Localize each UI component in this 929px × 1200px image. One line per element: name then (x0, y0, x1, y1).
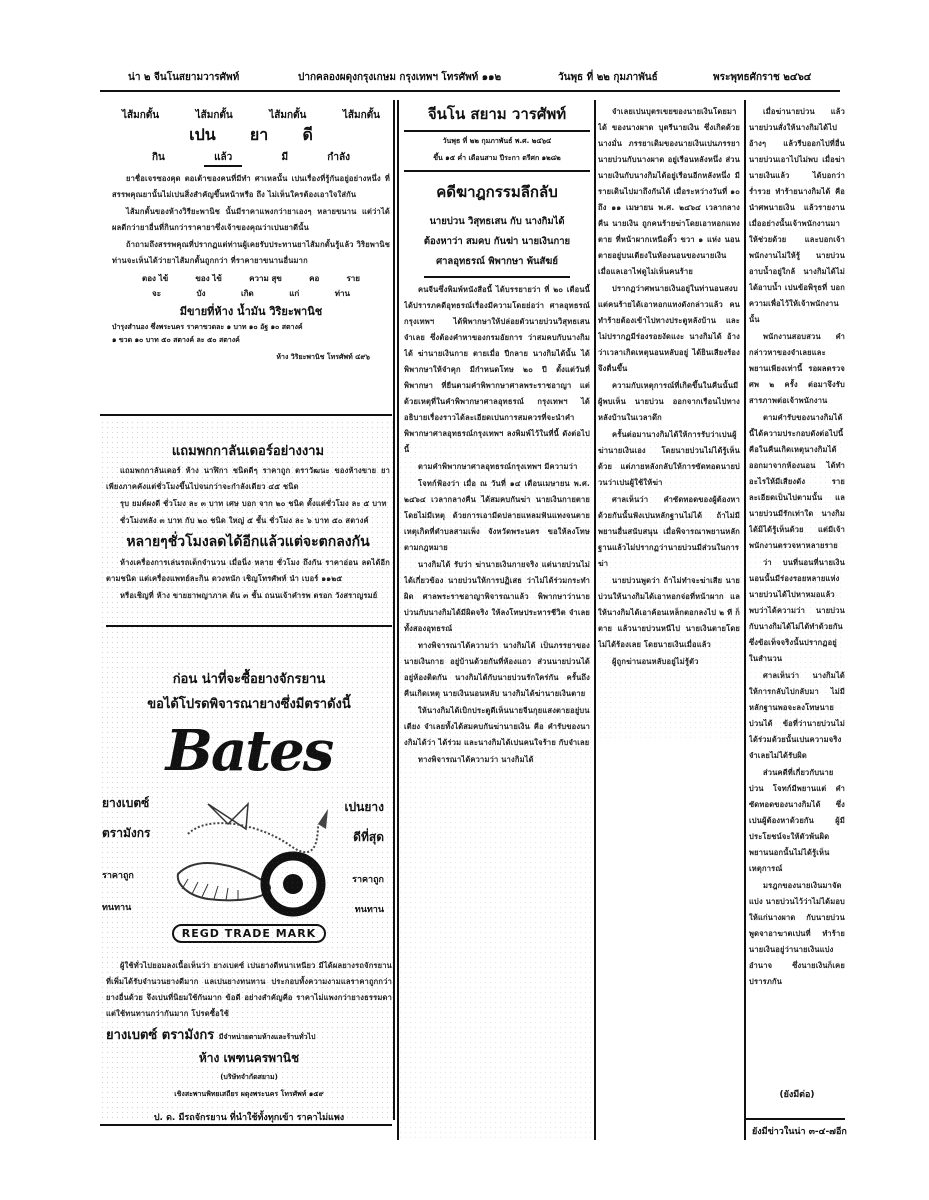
symptom: ของ ไข้ (195, 274, 222, 283)
clock-headline-2: หลายๆชั่วโมงลดได้อีกแล้วแต่จะตกลงกัน (126, 534, 370, 550)
headline-word: เปน (189, 125, 216, 144)
headline-word: ดี (302, 125, 313, 144)
paragraph: ยาชื่อเจรซองคุด ตอเต้าของคนที่มีทำ ศาเหลนั้น เปนเรื่องที่รู้กันอยู่อย่างหนึ่ง ที่สรรพคุณยานั้นไม่เปนสิ่งสำคัญขึ้นหน้าหรือ ถึง ไม่เห็นใครต้องเอาใจใส่กัน (112, 174, 390, 199)
subtitle-rule (424, 276, 570, 278)
page-label: น่า ๒ จีนโนสยามวารศัพท์ (128, 72, 240, 83)
paragraph: พนักงานสอบสวน คำกล่าวหาของจำเลยและพยานเพียงเท่านี้ รอผลตรวจศพ ๒ ครั้ง ต่อมาจึงรับสารภาพต่อเจ้าพนักงาน (749, 332, 845, 405)
header-rule (100, 90, 840, 92)
column-divider (594, 100, 596, 1140)
paragraph: ไส้มกตั้นของห้างวิรียะพานิช นั้นมีราคาแพงกว่ายาเองๆ หลายขนาน แต่ว่าได้ผลดีกว่ายาอื่นที่กินกว่าราคายาซึ่งเจ้าของคุณว่าเปนยาดีนั้น (112, 207, 390, 232)
article-col-1 (404, 282, 590, 1108)
subtitle-line: ต้องหาว่า สมคบ กันฆ่า นายเงินกาย (423, 236, 571, 247)
paragraph: ศาลเห็นว่า คำซัดทอดของผู้ต้องหาด้วยกันนั้นฟังเปนหลักฐานไม่ได้ ถ้าไม่มีพยานอื่นสนับสนุน เมื่อพิจารณาพยานหลักฐานแล้วไม่ปรากฏว่านายบ่วนมีส่วนในการฆ่า (598, 495, 740, 568)
masthead-rule (404, 170, 590, 172)
paragraph: ว่า บนที่นอนที่นายเงินนอนนั้นมีร่องรอยหลายแห่ง นายบ่วนได้ไปหาหมอแล้ว พบว่าได้ความว่า นายบ่วนกับนางกิมได้ไม่ได้ทำด้วยกัน ซึ่งข้อเท็จจริงนั้นปรากฏอยู่ในสำนวน (749, 558, 845, 663)
symptom: ราย (346, 274, 360, 283)
column-divider (397, 100, 399, 1140)
bates-logo-text: Bates (165, 718, 333, 784)
paragraph: นางกิมได้ รับว่า ฆ่านายเงินกายจริง แต่นายบ่วนไม่ได้เกี่ยวข้อง นายบ่วนให้การปฏิเสธ ว่าไม่ได้ร่วมกระทำผิด ศาลพระราชอาญาพิจารณาแล้ว พิพากษาว่านายบ่วนกับนางกิมได้มีผิดจริง ให้ลงโทษประหารชีวิต จำเลยทั้งสองอุทธรณ์ (404, 560, 590, 633)
paragraph: หรือเชิญที่ ห้าง ขายยาพญาภาค ต้น ๓ ชั้น ถนนเจ้าคำรพ ตรอก วังสราญรมย์ (120, 591, 378, 600)
subtitle-line: ศาลอุทธรณ์ พิพากษา พ้นสัฆย์ (436, 256, 558, 267)
subheadline-word: แล้ว (204, 150, 242, 167)
symptom: เกิด (240, 289, 254, 298)
paragraph: ตามคำพิพากษาศาลอุทธรณ์กรุงเทพฯ มีความว่า (418, 462, 578, 471)
paragraph: จำเลยเปนบุตรเขยของนายเงินโดยมาได้ ของนางผาด บุตรีนายเงิน ซึ่งเกิดด้วยนางมั่น ภรรยาเดิมของนายเงินเปนภรรยา นายบ่วนกับนางผาด อยู่เรือนหลังหนึ่ง ส่วนนายเงินกับนางกิมได้อยู่เรือนอีกหลังหนึ่ง มีรายเดินไปมาถึงกันได้ เมื่อระหว่างวันที่ ๑๐ ถึง ๑๑ เมษายน พ.ศ. ๒๔๖๔ เวลากลางคืน นายเงิน ถูกคนร้ายฆ่าโดยเอาหอกแทงตาย ที่หน้าผากเหนือคิ้ว ขวา ๑ แห่ง นอนตายอยู่บนเตียงในห้องนอนของนายเงิน เมื่อแลเอาไฟดูไม่เห็นคนร้าย (598, 107, 740, 276)
masthead-rule (404, 130, 590, 132)
bates-brand-line (106, 1024, 392, 1045)
more-news-label: ยังมีข่าวในน่า ๓-๔-๗อีก (752, 1127, 847, 1137)
bates-label: ดีที่สุด (353, 830, 384, 844)
paragraph: ส่วนคดีที่เกี่ยวกับนายบ่วน โจทก์มีพยานแต่ คำซัดทอดของนางกิมได้ ซึ่งเปนผู้ต้องหาด้วยกัน ผู้มีประโยชน์จะให้ตัวพ้นผิด พยานนอกนั้นไม่ได้รู้เห็นเหตุการณ์ (749, 768, 845, 873)
masthead-lunar: ขึ้น ๑๕ ค่ำ เดือนสาม ปีระกา ตรีศก ๑๒๘๒ (433, 154, 561, 162)
bates-body (106, 958, 392, 1022)
paragraph: ตามคำรับของนางกิมได้ นี้ได้ความประกอบดังต่อไปนี้ คือในคืนเกิดเหตุนางกิมได้ออกมาจากห้องนอน ได้ทำอะไรให้มีเสียงดัง รายละเอียดเป็นไปตามนั้น แลนายบ่วนมีรักเท่าใด นางกิมได้มิได้รู้เห็นด้วย แต่มีเจ้าพนักงานตรวจหาหลายราย (749, 413, 845, 550)
article-col-3-text (749, 104, 845, 1089)
symptoms-row (112, 287, 390, 300)
symptom: ท่าน (334, 289, 350, 298)
clock-body-2 (106, 555, 390, 604)
subtitle-line: นายบ่วน วิสุทธเสน กับ นางกิมได้ (429, 216, 565, 227)
paragraph: ห้างเครื่องการเล่นรถเด็กจำนวน เมื่อนิ่ง หลาย ชั่วโมง ถึงกัน ราคาอ่อน ลดได้อีกตามชนิด แต่เครื่องแพทย์ละกิน ดวงหนัก เชิญโทรศัพท์ นำ เบอร์ ๑๑๒๕ (106, 558, 390, 583)
paragraph: ทางพิจารณาได้ความว่า นางกิมได้ (418, 755, 534, 764)
ad-border-right (393, 100, 395, 1120)
masthead-date: วันพุธ ที่ ๒๒ กุมภาพันธ์ พ.ศ. ๒๔๖๔ (442, 137, 552, 145)
tonic-address-2: ๑ ขวด ๑๐ บาท ๕๐ สตางค์ ละ ๕๐ สตางค์ (112, 336, 240, 344)
paragraph: ปรากฏว่าศพนายเงินอยู่ในท่านอนสงบ แต่คนร้ายได้เอาหอกแทงดังกล่าวแล้ว คนทำร้ายต้องเข้าไปทางประตูหลังบ้าน และไม่ปรากฏมีร่องรอยงัดแงะ นางกิมได้ อ้างว่าเวลาเกิดเหตุนอนหลับอยู่ ได้ยินเสียงร้องจึงตื่นขึ้น (598, 284, 740, 373)
paragraph: มรฎกของนายเงินมาจัดแบ่ง นายบ่วนไว้ว่าไม่ได้มอบให้แก่นางผาด กับนายบ่วนพูดจาอาฆาตเปนที่ ทำร้ายนายเงินอยู่ว่านายเงินแบ่ง อำนาจ ซึ่งนายเงินก็เคยปรารภกัน (749, 881, 845, 986)
tonic-address: บำรุงสำนอง ซึ่งพระนคร ราคาขวดละ ๑ บาท ๑๐ อัฐ ๑๐ สตางค์ (112, 323, 303, 331)
clock-body (106, 463, 390, 529)
subheadline-word: มี (281, 152, 289, 163)
tonic-name: ไส้มกตั้น (195, 110, 233, 121)
bates-label: ทนทาน (354, 905, 384, 915)
paragraph: ผู้ถูกฆ่านอนหลับอยู่ไม่รู้ตัว (612, 657, 699, 666)
ad-divider (100, 414, 392, 416)
symptom: ความ สุข (249, 274, 282, 283)
trademark-badge (106, 922, 392, 943)
sold-at: มีขายที่ห้าง น้ำมัน วิริยะพานิช (179, 305, 323, 318)
paragraph: โจทก์ฟ้องว่า เมื่อ ณ วันที่ ๑๔ เดือนเมษายน พ.ศ. ๒๔๖๔ เวลากลางคืน ได้สมคบกันฆ่า นายเงินกายตายโดยไม่มีเหตุ ด้วยการเอามีดปลายแหลมฟันแทงจนตาย เหตุเกิดที่ตำบลสามเพ็ง จังหวัดพระนคร ขอให้ลงโทษตามกฎหมาย (404, 479, 590, 552)
article-subtitle (404, 212, 590, 272)
subheadline-word: กำลัง (327, 152, 350, 163)
paragraph: ผู้ใช้ทั่วไปยอมลงเนื้อเห็นว่า ยางเบตซ์ เปนยางดีหนาเหนียว มีได้ผลยางรถจักรยานที่เพิ่มได้รับจำนวนยางดีมาก แลเปนยางทนทาน ประกอบทั้งความงามแลราคาถูกกว่ายางอื่นด้วย จึงเปนที่นิยมใช้กันมาก ข้อดี อย่างสำคัญคือ ราคาไม่แพงกว่ายางธรรมดา แต่ใช้ทนทานกว่ากันมาก โปรดซื้อใช้ (106, 961, 392, 1018)
bates-address: เชิงสะพานพิทยเสถียร ผดุงพระนคร โทรศัพท์ ๑๕๙ (174, 1090, 324, 1098)
bates-company: ห้าง เพฑนครพานิช (198, 1051, 300, 1065)
paragraph: ความกับเหตุการณ์ที่เกิดขึ้นในคืนนั้นมีผู้พบเห็น นายบ่วน ออกจากเรือนไปทางหลังบ้านในเวลาดึก (598, 381, 740, 422)
bates-intro-1: ก่อน น่าที่จะซื้อยางจักรยาน (172, 672, 326, 687)
brand-name: ยางเบตซ์ ตรามังกร (106, 1028, 215, 1043)
bates-label: ตรามังกร (102, 826, 151, 840)
tonic-name: ไส้มกตั้น (122, 110, 160, 121)
bates-intro-2: ขอได้โปรดพิจารณายางซึ่งมีตราดังนี้ (147, 697, 351, 712)
bates-illustration-area (102, 784, 392, 954)
ad-bates (102, 668, 392, 1124)
bates-label: ทนทาน (102, 903, 132, 913)
symptom: แก่ (289, 289, 300, 298)
ad-divider (100, 1124, 392, 1126)
tonic-footer: ห้าง วิริยะพานิช โทรศัพท์ ๔๙๖ (276, 353, 370, 361)
paragraph: ถ้าถามถึงสรรพคุณที่ปรากฏแต่ท่านผู้เคยรับประทานยาไส้มกตั้นรู้แล้ว วิริยพานิช ท่านจะเห็นได้ว่ายาไส้มกตั้นถูกกว่า ที่ราคายาขนานอื่นมาก (112, 240, 390, 265)
tonic-body (112, 171, 390, 269)
masthead (404, 100, 590, 1108)
tonic-name: ไส้มกตั้น (269, 110, 307, 121)
symptom: ตอง ไข้ (142, 274, 169, 283)
symptom: คอ (309, 274, 320, 283)
headline-word: ยา (249, 125, 269, 144)
tonic-name: ไส้มกตั้น (342, 110, 380, 121)
bates-label: เปนยาง (344, 800, 384, 814)
issue-year: พระพุทธศักราช ๒๔๖๔ (713, 72, 812, 83)
symptom: บัง (196, 289, 206, 298)
paragraph: ครั้นต่อมานางกิมได้ให้การรับว่าเปนผู้ฆ่านายเงินเอง โดยนายบ่วนไม่ได้รู้เห็นด้วย แต่ภายหลังกลับให้การซัดทอดนายบ่วนว่าเปนผู้ใช้ให้ฆ่า (598, 430, 740, 487)
masthead-title: จีนโน สยาม วารศัพท์ (427, 105, 567, 123)
office-address: ปากคลองผดุงกรุงเกษม กรุงเทพฯ โทรศัพท์ ๑๑๒ (298, 72, 502, 83)
column-divider (744, 100, 746, 1140)
bates-label: ราคาถูก (352, 875, 384, 885)
subheadline-word: กิน (152, 152, 165, 163)
paragraph: คนจีนซึ่งพิมพ์หนังสือนี้ ได้บรรยายว่า ที่ ๒๐ เดือนนี้ ได้ปรารภคดีอุทธรณ์เรื่องมีความโดยย่อว่า ศาลอุทธรณ์กรุงเทพฯ ได้พิพากษาให้ปล่อยตัวนายบ่วนวิสุทธเสน จำเลย ซึ่งต้องคำหาของกรมอัยการ ว่าสมคบกับนางกิมได้ ฆ่านายเงินกาย ตายเมื่อ ปีกลาย นางกิมได้นั้น ได้พิพากษาให้จำคุก มีกำหนดโทษ ๒๐ ปี ตั้งแต่วันที่พิพากษา ที่ยืนตามคำพิพากษาศาลพระราชอาญา แต่ด้วยเหตุที่ในคำพิพากษาศาลอุทธรณ์ กรุงเทพฯ ได้อธิบายเรื่องราวได้ละเอียดเปนการสมควรที่จะนำคำพิพากษาศาลอุทธรณ์กรุงเทพฯ ลงพิมพ์ไว้ในที่นี้ ดังต่อไปนี้ (404, 285, 590, 454)
paragraph: เมื่อฆ่านายบ่วน แล้วนายบ่วนสั่งให้นางกิมได้ไปอ้างๆ แล้วรีบออกไปที่อื่น นายบ่วนเอาไปไม่พบ เมื่อฆ่านายเงินแล้ว ได้บอกว่า ร่ำรวย ทำร้ายนางกิมได้ คือนำศพนายเงิน แล้วรายงาน เมื่ออย่างนั้นเจ้าพนักงานมาให้ช่วยด้วย และบอกเจ้าพนักงานไม่ให้รู้ นายบ่วนอาบน้ำอยู่ใกล้ นางกิมได้ไม่ได้อาบน้ำ เปนข้อพิรุธที่ บอกความเพื่อไว้ให้เจ้าพนักงานนั้น (749, 107, 845, 324)
dragon-tire-icon (168, 784, 338, 919)
tonic-repeat-row (112, 100, 390, 123)
paragraph: ศาลเห็นว่า นางกิมได้ให้การกลับไปกลับมา ไม่มีหลักฐานพอจะลงโทษนายบ่วนได้ ข้อที่ว่านายบ่วนไม่ได้ร่วมด้วยนั้นเปนความจริง จำเลยไม่ได้รับผิด (749, 671, 845, 760)
article-col-2 (598, 104, 740, 1134)
tonic-headline (112, 123, 390, 148)
tonic-subheadline (112, 148, 390, 167)
paragraph: รุบ ยมต์ผงดี ชั่วโมง ละ ๓ บาท เศษ บอก จาก ๒๐ ชนิด ตั้งแต่ชั่วโมง ละ ๕ บาท (120, 499, 387, 508)
brand-suffix: มีจำหน่ายตามห้างและร้านทั่วไป (218, 1033, 316, 1041)
paragraph: ชั่วโมงหลัง ๓ บาท กับ ๒๐ ชนิด ใหญ่ ๕ ชั้น ชั่วโมง ละ ๖ บาท ๕๐ สตางค์ (120, 516, 369, 525)
footer-rule (745, 1118, 845, 1120)
issue-date: วันพุธ ที่ ๒๒ กุมภาพันธ์ (558, 72, 658, 83)
paragraph: ให้นางกิมได้เบิกประตูดีเห็นนายจีนกุยแสงตายอยู่บนเตียง จำเลยทั้งได้สมคบกันฆ่านายเงิน คือ คำรับของนางกิมได้ว่า ได้ร่วม และนางกิมได้เปนคนใจร้าย กับจำเลย (404, 706, 590, 747)
bates-footer: ป. ด. มีรถจักรยาน ที่นำใช้ทั้งทุกเข้า ราคาไม่แพง (153, 1113, 345, 1123)
running-header (128, 66, 828, 86)
trademark-text: REGD TRADE MARK (172, 924, 326, 943)
paragraph: แถมพกกาลันเดอร์ ห้าง นาฬิกา ชนิดดีๆ ราคาถูก ตราวัฒนะ ของห้างขาย ยาเพียงภาคคังแต่ชั่วโมงขึ้นไปจนกว่าจะกำลังเดียว ๔๕ ชนิด (106, 466, 390, 491)
symptom: จะ (152, 289, 161, 298)
article-col-2-text (598, 104, 740, 1134)
symptoms-row (112, 270, 390, 287)
continued-label: (ยังมีต่อ) (779, 1090, 815, 1100)
article-col-3 (749, 104, 845, 1101)
paragraph: นายบ่วนพูดว่า ถ้าไม่ทำจะฆ่าเสีย นายบ่วนให้นางกิมได้เอาหอกจ่อที่หน้าผาก แลให้นางกิมได้เอาค้อนเหล็กตอกลงไป ๒ ที ก็ตาย แล้วนายบ่วนหนีไป นายเงินตายโดยไม่ได้ร้องเลย โดยนายเงินเมื่อแล้ว (598, 576, 740, 649)
clock-title: แถมพกกาลันเดอร์อย่างงาม (171, 444, 325, 459)
bates-label: ราคาถูก (102, 871, 134, 881)
article-title: คดีฆาฎกรรมลึกลับ (436, 183, 558, 201)
ad-tonic (112, 100, 390, 363)
bates-label: ยางเบตซ์ (102, 796, 150, 810)
ad-divider (106, 625, 392, 627)
ad-clock (106, 440, 390, 605)
paragraph: ทางพิจารณาได้ความว่า นางกิมได้ เป็นภรรยาของนายเงินกาย อยู่บ้านด้วยกันที่ห้องแถว ส่วนนายบ่วนได้อยู่ห้องติดกัน นางกิมได้กับนายบ่วนรักใคร่กัน ครั้นถึงคืนเกิดเหตุ นายเงินนอนหลับ นางกิมได้ฆ่านายเงินตาย (404, 641, 590, 698)
bates-logo (106, 718, 392, 784)
bates-company-sub: (บริษัทจำกัดสยาม) (220, 1073, 278, 1081)
